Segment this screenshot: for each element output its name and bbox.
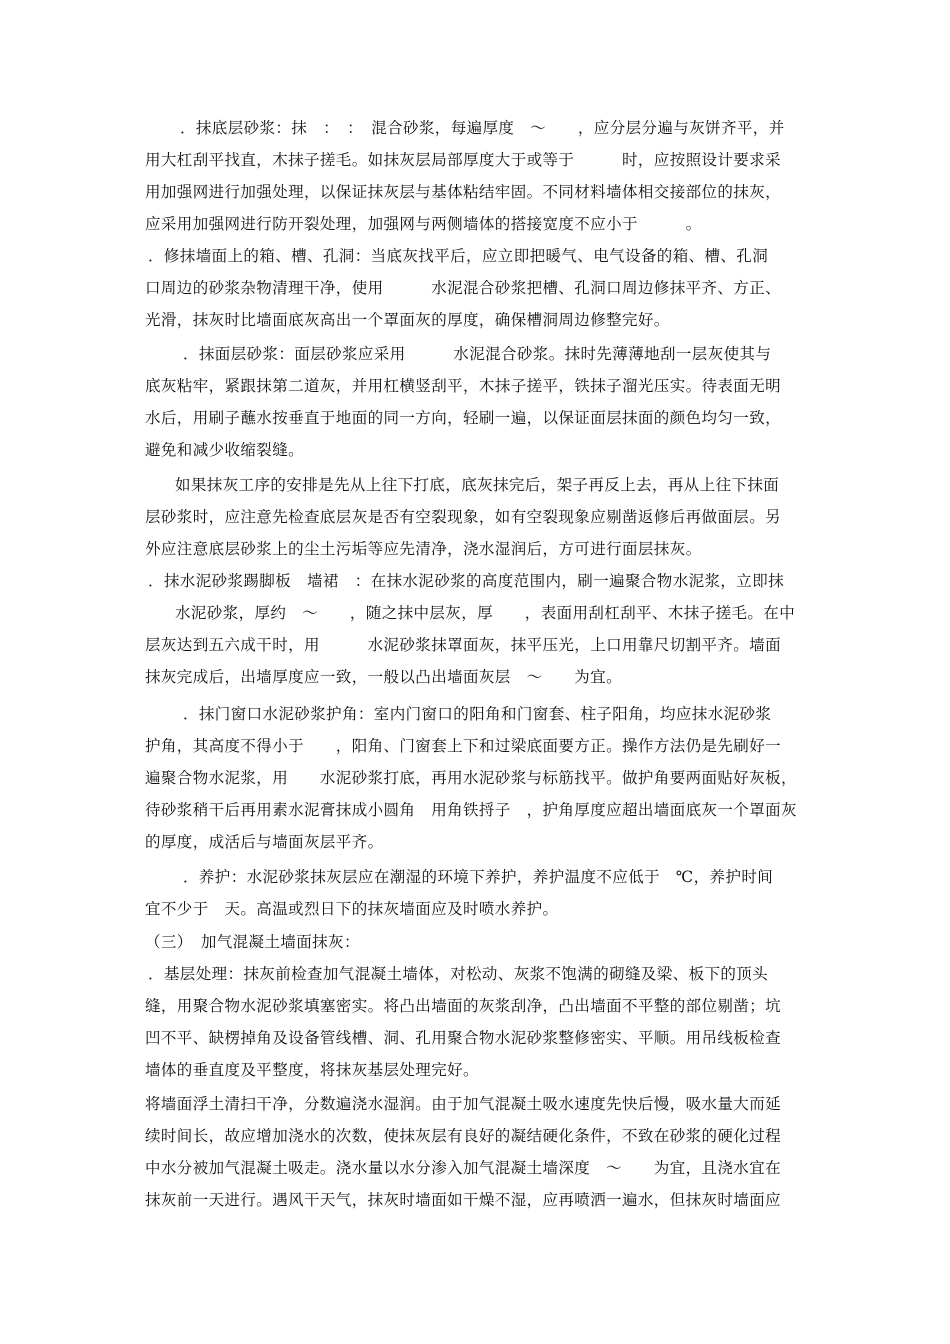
text-line: 如果抹灰工序的安排是先从上往下打底，底灰抹完后，架子再反上去，再从上往下抹面 — [175, 476, 780, 494]
text-line: ．抹面层砂浆：面层砂浆应采用 水泥混合砂浆。抹时先薄薄地刮一层灰使其与 — [183, 345, 772, 363]
text-line: ．修抹墙面上的箱、槽、孔洞：当底灰找平后，应立即把暖气、电气设备的箱、槽、孔洞 — [148, 247, 769, 265]
text-line: 口周边的砂浆杂物清理干净，使用 水泥混合砂浆把槽、孔洞口周边修抹平齐、方正、 — [145, 279, 782, 297]
text-line: 将墙面浮土清扫干净，分数遍浇水湿润。由于加气混凝土吸水速度先快后慢，吸水量大而延 — [145, 1095, 782, 1113]
text-line: 抹灰前一天进行。遇风干天气，抹灰时墙面如干燥不湿，应再喷洒一遍水，但抹灰时墙面应 — [145, 1191, 782, 1209]
text-line: 遍聚合物水泥浆，用 水泥砂浆打底，再用水泥砂浆与标筋找平。做护角要两面贴好灰板， — [145, 769, 797, 787]
text-line: 水泥砂浆，厚约 ～ ，随之抹中层灰，厚 ，表面用刮杠刮平、木抹子搓毛。在中 — [175, 604, 796, 622]
text-line: 用大杠刮平找直，木抹子搓毛。如抹灰层局部厚度大于或等于 时，应按照设计要求采 — [145, 151, 782, 169]
text-line: ．抹门窗口水泥砂浆护角：室内门窗口的阳角和门窗套、柱子阳角，均应抹水泥砂浆 — [183, 705, 772, 723]
text-line: 外应注意底层砂浆上的尘土污垢等应先清净，浇水湿润后，方可进行面层抹灰。 — [145, 540, 702, 558]
text-line: 抹灰完成后，出墙厚度应一致，一般以凸出墙面灰层 ～ 为宜。 — [145, 668, 623, 686]
text-line: 护角，其高度不得小于 ，阳角、门窗套上下和过梁底面要方正。操作方法仍是先刷好一 — [145, 737, 782, 755]
text-line: ．抹水泥砂浆踢脚板 墙裙 ：在抹水泥砂浆的高度范围内，刷一遍聚合物水泥浆，立即抹 — [148, 572, 785, 590]
text-line: 缝，用聚合物水泥砂浆填塞密实。将凸出墙面的灰浆刮净，凸出墙面不平整的部位剔凿；坑 — [145, 997, 782, 1015]
text-line: 待砂浆稍干后再用素水泥膏抹成小圆角 用角铁捋子 ，护角厚度应超出墙面底灰一个罩面灰 — [145, 801, 797, 819]
text-line: 底灰粘牢，紧跟抹第二道灰，并用杠横竖刮平，木抹子搓平，铁抹子溜光压实。待表面无明 — [145, 377, 782, 395]
text-line: 续时间长，故应增加浇水的次数，使抹灰层有良好的凝结硬化条件，不致在砂浆的硬化过程 — [145, 1127, 782, 1145]
text-line: ．抹底层砂浆：抹 ： ： 混合砂浆，每遍厚度 ～ ，应分层分遍与灰饼齐平，并 — [180, 119, 785, 137]
section-heading: （三） 加气混凝土墙面抹灰： — [145, 933, 360, 951]
text-line: 层砂浆时，应注意先检查底层灰是否有空裂现象，如有空裂现象应剔凿返修后再做面层。另 — [145, 508, 782, 526]
text-line: 用加强网进行加强处理，以保证抹灰层与基体粘结牢固。不同材料墙体相交接部位的抹灰， — [145, 183, 782, 201]
text-line: 的厚度，成活后与墙面灰层平齐。 — [145, 833, 384, 851]
text-line: 光滑，抹灰时比墙面底灰高出一个罩面灰的厚度，确保槽洞周边修整完好。 — [145, 311, 670, 329]
text-line: 宜不少于 天。高温或烈日下的抹灰墙面应及时喷水养护。 — [145, 900, 559, 918]
text-line: 中水分被加气混凝土吸走。浇水量以水分渗入加气混凝土墙深度 ～ 为宜，且浇水宜在 — [145, 1159, 782, 1177]
text-line: ．基层处理：抹灰前检查加气混凝土墙体，对松动、灰浆不饱满的砌缝及梁、板下的顶头 — [148, 965, 769, 983]
text-line: 层灰达到五六成干时，用 水泥砂浆抹罩面灰，抹平压光，上口用靠尺切割平齐。墙面 — [145, 636, 782, 654]
text-line: 凹不平、缺楞掉角及设备管线槽、洞、孔用聚合物水泥砂浆整修密实、平顺。用吊线板检查 — [145, 1029, 782, 1047]
text-line: 水后，用刷子蘸水按垂直于地面的同一方向，轻刷一遍，以保证面层抹面的颜色均匀一致， — [145, 409, 782, 427]
text-line: 墙体的垂直度及平整度，将抹灰基层处理完好。 — [145, 1061, 479, 1079]
text-line: 避免和减少收缩裂缝。 — [145, 441, 305, 459]
text-line: ．养护：水泥砂浆抹灰层应在潮湿的环境下养护，养护温度不应低于 ℃，养护时间 — [183, 868, 774, 886]
text-line: 应采用加强网进行防开裂处理，加强网与两侧墙体的搭接宽度不应小于 。 — [145, 215, 702, 233]
